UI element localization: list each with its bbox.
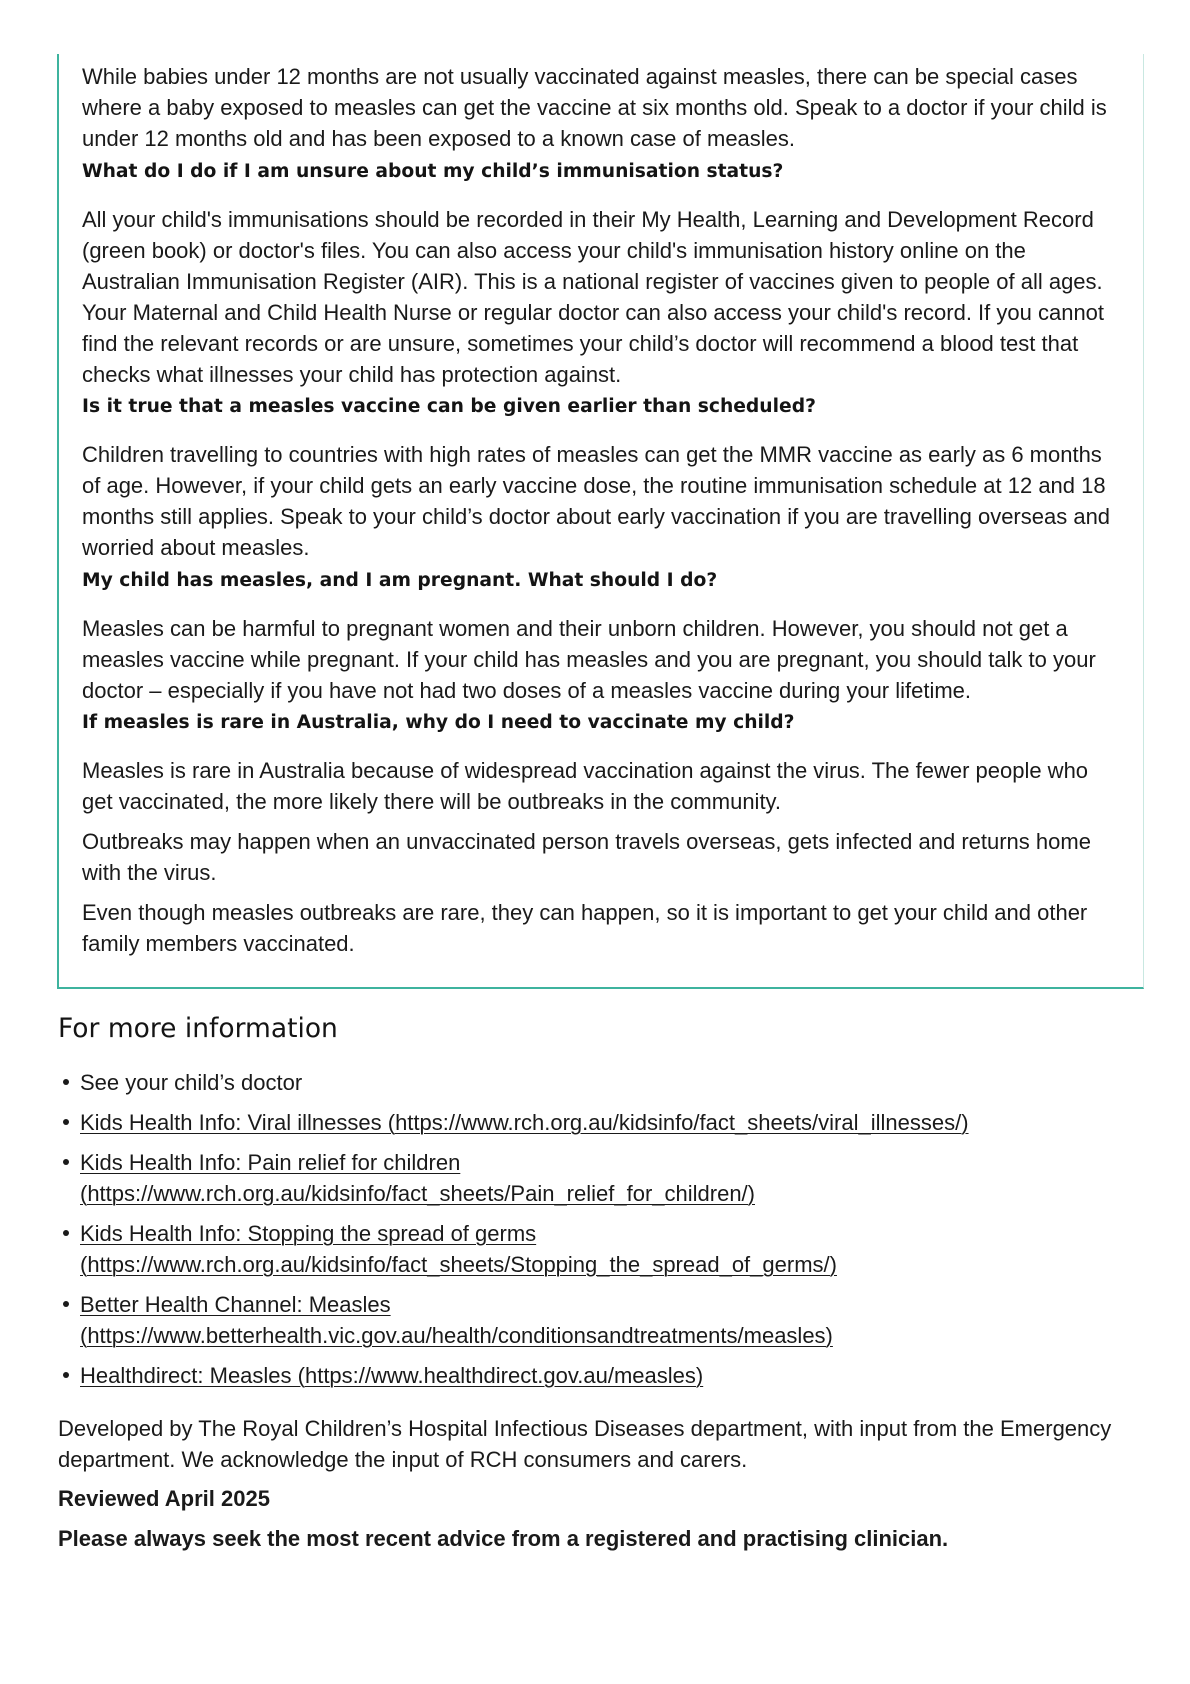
list-item	[58, 1218, 1158, 1280]
link-viral-illnesses[interactable]	[80, 1107, 1158, 1138]
text-line: get vaccinated, the more likely there will be outbreaks in the community.	[82, 789, 782, 814]
text-line: (green book) or doctor's files. You can also access your child's immunisation history online on the	[82, 237, 1026, 263]
faq-answer-paragraph	[82, 826, 1123, 888]
text-line: Measles can be harmful to pregnant women and their unborn children. However, you should not get a	[82, 615, 1068, 641]
list-item	[58, 1360, 1158, 1391]
text-line: worried about measles.	[82, 535, 310, 560]
text-line: of age. However, if your child gets an early vaccine dose, the routine immunisation schedule at 12 and 18	[82, 473, 1106, 498]
link-pain-relief[interactable]	[80, 1147, 1158, 1209]
link-text-line[interactable]: (https://www.rch.org.au/kidsinfo/fact_sheets/Pain_relief_for_children/)	[80, 1180, 755, 1206]
resource-list	[58, 1067, 1158, 1391]
faq-question: If measles is rare in Australia, why do I need to vaccinate my child?	[82, 712, 795, 733]
link-stopping-germs[interactable]	[80, 1218, 1158, 1280]
faq-answer-paragraph	[82, 897, 1123, 959]
text-line: checks what illnesses your child has protection against.	[82, 361, 622, 387]
text-line: Children travelling to countries with high rates of measles can get the MMR vaccine as early as 6 months	[82, 442, 1102, 467]
text-line: Developed by The Royal Children’s Hospital Infectious Diseases department, with input from the Emergency	[58, 1415, 1112, 1441]
text-line: Your Maternal and Child Health Nurse or regular doctor can also access your child's record. If you cannot	[82, 299, 1105, 325]
text-line: under 12 months old and has been exposed to a known case of measles.	[82, 126, 796, 151]
faq-answer-paragraph	[82, 61, 1123, 154]
faq-answer-paragraph	[82, 755, 1123, 817]
text-line: Australian Immunisation Register (AIR). This is a national register of vaccines given to people of all ages.	[82, 268, 1103, 294]
more-information-section	[58, 1011, 1158, 1554]
link-text-line[interactable]: Healthdirect: Measles (https://www.healthdirect.gov.au/measles)	[80, 1362, 704, 1388]
review-date: Reviewed April 2025	[58, 1486, 270, 1511]
link-text-line[interactable]: (https://www.betterhealth.vic.gov.au/health/conditionsandtreatments/measles)	[80, 1322, 833, 1348]
list-item	[58, 1107, 1158, 1138]
faq-question: What do I do if I am unsure about my child’s immunisation status?	[82, 160, 784, 182]
link-text-line[interactable]: Better Health Channel: Measles	[80, 1291, 391, 1317]
list-item	[58, 1289, 1158, 1351]
link-better-health-measles[interactable]	[80, 1289, 1158, 1351]
text-line: Even though measles outbreaks are rare, they can happen, so it is important to get your child and other	[82, 900, 1088, 925]
link-text-line[interactable]: Kids Health Info: Viral illnesses (https://www.rch.org.au/kidsinfo/fact_sheets/viral_illnesses/)	[80, 1109, 969, 1135]
bullet-icon	[63, 1119, 69, 1125]
credits-paragraph	[58, 1413, 1158, 1475]
faq-question: My child has measles, and I am pregnant. What should I do?	[82, 569, 718, 591]
text-line: where a baby exposed to measles can get the vaccine at six months old. Speak to a doctor if your child is	[82, 95, 1107, 120]
section-heading: For more information	[58, 1013, 338, 1044]
text-line: Outbreaks may happen when an unvaccinated person travels overseas, gets infected and returns home	[82, 829, 1091, 854]
bullet-icon	[63, 1301, 69, 1307]
link-text-line[interactable]: (https://www.rch.org.au/kidsinfo/fact_sheets/Stopping_the_spread_of_germs/)	[80, 1251, 837, 1277]
text-line: Measles is rare in Australia because of widespread vaccination against the virus. The fewer people who	[82, 758, 1089, 783]
bullet-icon	[63, 1159, 69, 1165]
list-item	[58, 1067, 1158, 1098]
see-doctor-text: See your child’s doctor	[80, 1069, 303, 1095]
link-text-line[interactable]: Kids Health Info: Stopping the spread of germs	[80, 1220, 537, 1246]
faq-item	[82, 391, 1123, 563]
text-line: measles vaccine while pregnant. If your child has measles and you are pregnant, you should talk to your	[82, 646, 1096, 672]
faq-answer-paragraph	[82, 439, 1123, 563]
text-line: with the virus.	[82, 860, 217, 885]
faq-item	[82, 707, 1123, 959]
text-line: doctor – especially if you have not had two doses of a measles vaccine during your lifetime.	[82, 677, 972, 703]
faq-question: Is it true that a measles vaccine can be given earlier than scheduled?	[82, 396, 816, 417]
faq-answer-paragraph	[82, 613, 1123, 706]
bullet-icon	[63, 1230, 69, 1236]
faq-answer-paragraph	[82, 204, 1123, 390]
bullet-icon	[63, 1372, 69, 1378]
disclaimer: Please always seek the most recent advice from a registered and practising clinician.	[58, 1526, 949, 1551]
faq-box	[57, 54, 1144, 989]
bullet-icon	[63, 1079, 69, 1085]
list-item	[58, 1147, 1158, 1209]
text-line: months still applies. Speak to your child’s doctor about early vaccination if you are travelling overseas and	[82, 504, 1111, 529]
link-healthdirect-measles[interactable]	[80, 1360, 1158, 1391]
faq-item	[82, 156, 1123, 390]
text-line: department. We acknowledge the input of RCH consumers and carers.	[58, 1446, 748, 1472]
text-line: All your child's immunisations should be recorded in their My Health, Learning and Development Record	[82, 206, 1094, 232]
text-line: find the relevant records or are unsure, sometimes your child’s doctor will recommend a blood test that	[82, 330, 1079, 356]
text-line: While babies under 12 months are not usually vaccinated against measles, there can be special cases	[82, 64, 1078, 89]
faq-item	[82, 565, 1123, 706]
text-line: family members vaccinated.	[82, 931, 355, 956]
link-text-line[interactable]: Kids Health Info: Pain relief for children	[80, 1149, 461, 1175]
